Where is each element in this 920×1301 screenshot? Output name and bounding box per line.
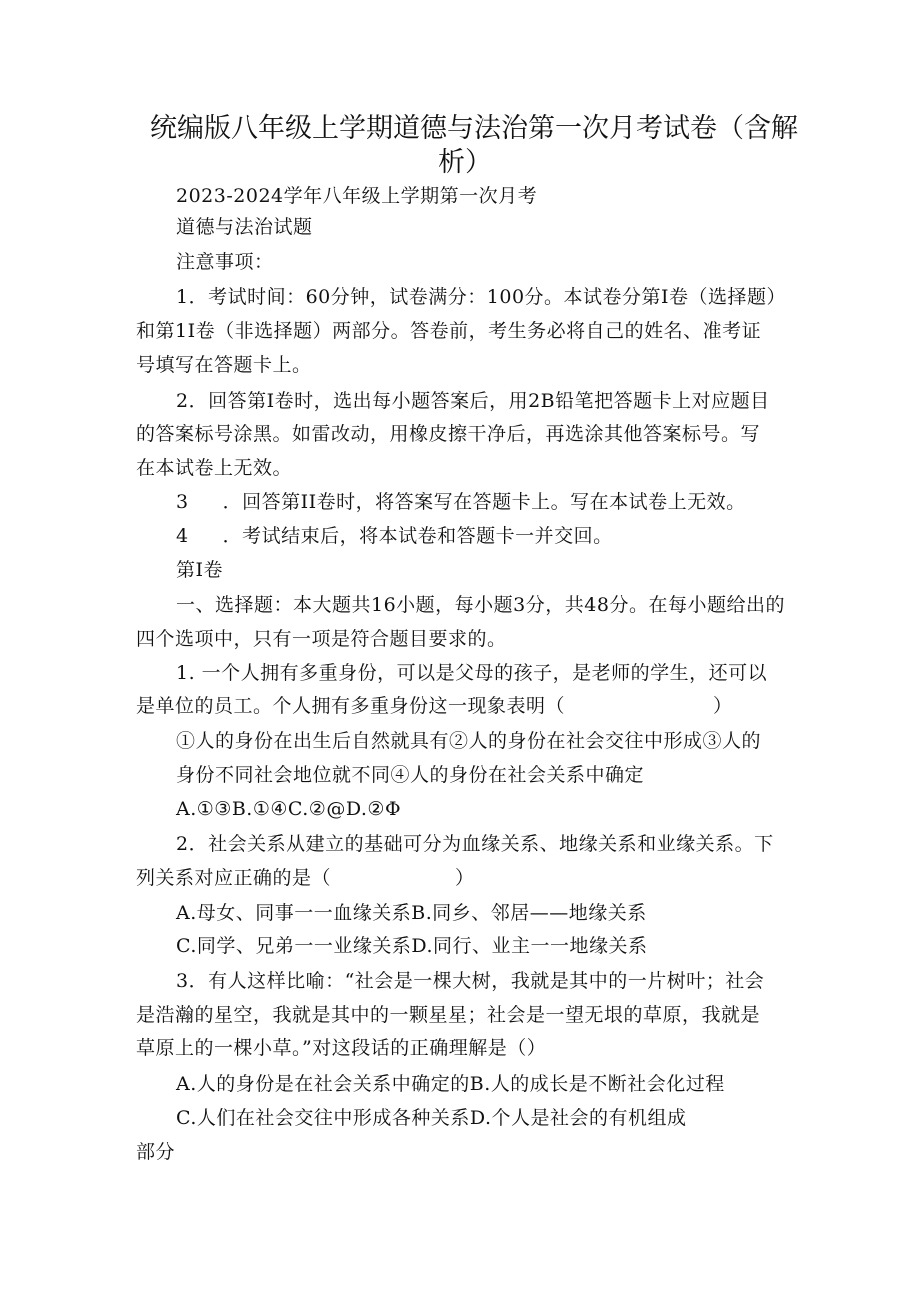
- question-3-choices-cd: C.人们在社会交往中形成各种关系D.个人是社会的有机组成: [176, 1107, 687, 1129]
- notice-4-number: 4: [176, 525, 189, 547]
- subject-name: 道德与法治试题: [176, 216, 313, 238]
- question-1-stem: 是单位的员工。个人拥有多重身份这一现象表明（: [136, 695, 566, 717]
- notice-3: [176, 490, 746, 514]
- notice-2-line-1: 2．回答第I卷时，选出每小题答案后，用2B铅笔把答题卡上对应题目: [176, 390, 770, 412]
- section-instructions-line-1: 一、选择题：本大题共16小题，每小题3分，共48分。在每小题给出的: [176, 594, 785, 616]
- question-3-line-3: 草原上的一棵小草。”对这段话的正确理解是（）: [136, 1037, 547, 1059]
- section-instructions-line-2: 四个选项中，只有一项是符合题目要求的。: [136, 628, 507, 650]
- notice-3-text: ．回答第II卷时，将答案写在答题卡上。写在本试卷上无效。: [222, 491, 746, 513]
- notice-1-line-2: 和第1I卷（非选择题）两部分。答卷前，考生务必将自己的姓名、准考证: [136, 320, 762, 342]
- question-2-stem: 列关系对应正确的是（: [136, 867, 332, 889]
- question-2-line-2: [136, 866, 475, 890]
- notice-1-line-3: 号填写在答题卡上。: [136, 354, 312, 376]
- question-2-choices-cd: C.同学、兄弟一一业缘关系D.同行、业主一一地缘关系: [176, 935, 648, 957]
- question-2-line-1: 2．社会关系从建立的基础可分为血缘关系、地缘关系和业缘关系。下: [176, 833, 774, 855]
- notice-2-line-3: 在本试卷上无效。: [136, 457, 293, 479]
- question-3-choices-ab: A.人的身份是在社会关系中确定的B.人的成长是不断社会化过程: [176, 1073, 725, 1095]
- question-3-line-2: 是浩瀚的星空，我就是其中的一颗星星；社会是一望无垠的草原，我就是: [136, 1004, 761, 1026]
- notice-heading: 注意事项：: [176, 251, 274, 273]
- question-1-choices: A.①③B.①④C.②@D.②Φ: [176, 798, 402, 820]
- question-1-options-line-2: 身份不同社会地位就不同④人的身份在社会关系中确定: [176, 764, 645, 786]
- notice-2-line-2: 的答案标号涂黑。如雷改动，用橡皮擦干净后，再选涂其他答案标号。写: [136, 423, 761, 445]
- question-3-line-1: 3．有人这样比喻：“社会是一棵大树，我就是其中的一片树叶；社会: [176, 970, 765, 992]
- part-1-heading: 第I卷: [176, 559, 224, 581]
- question-1-options-line-1: ①人的身份在出生后自然就具有②人的身份在社会交往中形成③人的: [176, 730, 762, 752]
- notice-4: [176, 524, 613, 548]
- question-1-close-paren: ）: [713, 695, 733, 717]
- document-title-line-1: 统编版八年级上学期道德与法治第一次月考试卷（含解: [150, 113, 798, 144]
- exam-name: 2023-2024学年八年级上学期第一次月考: [176, 185, 538, 207]
- notice-1-line-1: 1．考试时间：60分钟，试卷满分：100分。本试卷分第I卷（选择题）: [176, 286, 787, 308]
- question-1-line-2: [136, 694, 733, 718]
- document-title-line-2: 析）: [438, 147, 492, 178]
- notice-4-text: ．考试结束后，将本试卷和答题卡一并交回。: [222, 525, 613, 547]
- question-3-choices-cd-continued: 部分: [136, 1141, 176, 1163]
- notice-3-number: 3: [176, 491, 189, 513]
- question-2-close-paren: ）: [455, 867, 475, 889]
- question-2-choices-ab: A.母女、同事一一血缘关系B.同乡、邻居——地缘关系: [176, 902, 647, 924]
- question-1-line-1: 1. 一个人拥有多重身份，可以是父母的孩子，是老师的学生，还可以: [176, 662, 768, 684]
